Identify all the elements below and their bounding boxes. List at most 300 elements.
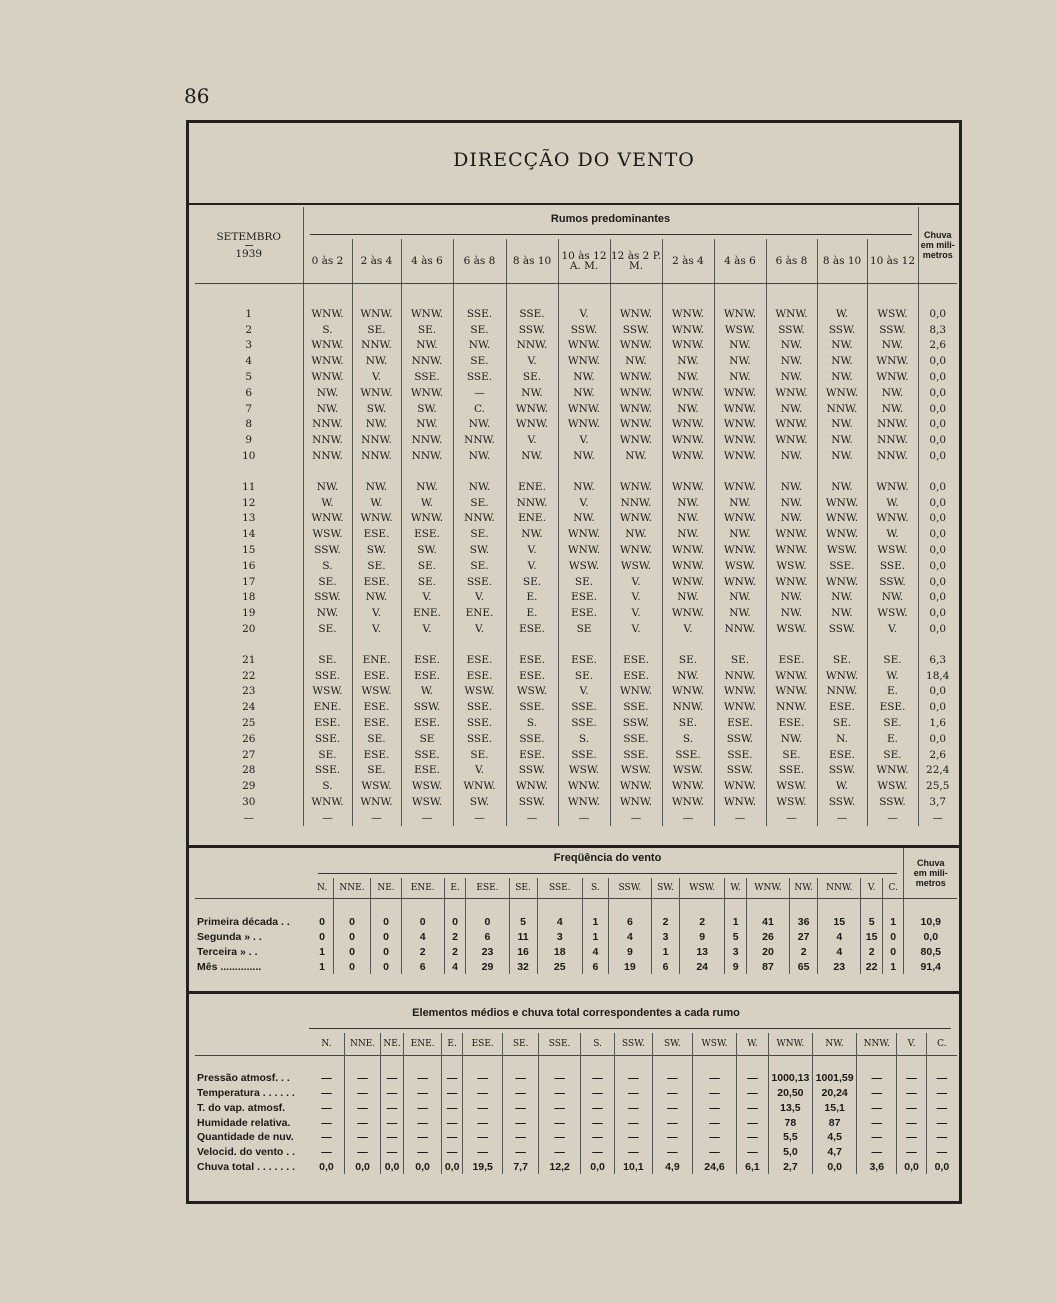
- element-cell: —: [652, 1071, 692, 1086]
- spacer-cell: [662, 284, 714, 307]
- direction-cell: NW.: [867, 401, 918, 417]
- direction-cell: NW.: [558, 385, 610, 401]
- direction-cell: NW.: [303, 385, 352, 401]
- direction-cell: SSW.: [867, 322, 918, 338]
- direction-cell: V.: [352, 369, 401, 385]
- element-cell: —: [897, 1086, 927, 1101]
- direction-cell: ESE.: [453, 652, 506, 668]
- direction-cell: SSE.: [303, 668, 352, 684]
- direction-column-header: V.: [861, 878, 883, 899]
- time-column-header: 10 às 12: [867, 239, 918, 284]
- direction-cell: WNW.: [401, 306, 453, 322]
- direction-cell: SSE.: [453, 715, 506, 731]
- direction-cell: NW.: [558, 511, 610, 527]
- direction-cell: WNW.: [610, 542, 662, 558]
- direction-column-header: ESE.: [463, 1033, 503, 1056]
- direction-cell: SE.: [303, 621, 352, 637]
- element-cell: 0,0: [813, 1160, 857, 1175]
- frequency-cell: 16: [509, 944, 537, 959]
- direction-cell: SE.: [558, 668, 610, 684]
- direction-cell: E.: [867, 731, 918, 747]
- element-cell: —: [309, 1071, 345, 1086]
- direction-cell: WSW.: [401, 778, 453, 794]
- table-row: [195, 448, 957, 464]
- direction-cell: WNW.: [662, 605, 714, 621]
- direction-cell: WNW.: [558, 417, 610, 433]
- direction-cell: WSW.: [453, 684, 506, 700]
- day-cell: 20: [195, 621, 303, 637]
- frequency-cell: 5: [861, 914, 883, 929]
- spacer-cell: [312, 899, 334, 915]
- element-cell: 5,0: [768, 1145, 812, 1160]
- element-cell: —: [614, 1130, 652, 1145]
- frequency-cell: 6: [582, 959, 608, 974]
- direction-cell: WSW.: [766, 778, 817, 794]
- direction-column-header: N.: [309, 1033, 345, 1056]
- element-cell: —: [614, 1100, 652, 1115]
- direction-cell: SSW.: [506, 763, 558, 779]
- day-cell: 15: [195, 542, 303, 558]
- direction-cell: WNW.: [714, 306, 766, 322]
- spacer-cell: [610, 464, 662, 479]
- element-cell: 12,2: [539, 1160, 581, 1175]
- table-row: [195, 959, 957, 974]
- frequency-title: Freqüência do vento: [553, 852, 662, 864]
- element-cell: —: [936, 1101, 948, 1114]
- direction-cell: WNW.: [303, 353, 352, 369]
- direction-cell: SSW.: [303, 590, 352, 606]
- direction-cell: WSW.: [766, 558, 817, 574]
- element-cell: —: [936, 1116, 948, 1129]
- direction-cell: ESE.: [401, 526, 453, 542]
- spacer-cell: [453, 284, 506, 307]
- wind-frequency-table: [195, 848, 957, 974]
- day-cell: 7: [195, 401, 303, 417]
- spacer-cell: [857, 1056, 897, 1071]
- spacer-cell: [333, 899, 371, 915]
- spacer-cell: [303, 464, 352, 479]
- element-cell: —: [539, 1086, 581, 1101]
- element-cell: —: [404, 1100, 442, 1115]
- direction-cell: WNW.: [662, 448, 714, 464]
- element-cell: —: [442, 1071, 463, 1086]
- element-cell: —: [936, 1131, 948, 1144]
- table-row: [195, 1160, 957, 1175]
- time-column-header: 6 às 8: [766, 239, 817, 284]
- day-cell: 28: [195, 763, 303, 779]
- frequency-cell: 0: [371, 944, 401, 959]
- direction-cell: NW.: [453, 338, 506, 354]
- direction-cell: WNW.: [352, 306, 401, 322]
- spacer-cell: [582, 899, 608, 915]
- direction-cell: WNW.: [714, 684, 766, 700]
- direction-cell: SSW.: [817, 621, 867, 637]
- direction-column-header: W.: [737, 1033, 769, 1056]
- title-divider: [189, 203, 959, 205]
- direction-cell: WNW.: [867, 763, 918, 779]
- time-column-header: 8 às 10: [817, 239, 867, 284]
- direction-cell: WNW.: [610, 385, 662, 401]
- direction-column-header: S.: [581, 1033, 615, 1056]
- direction-cell: WNW.: [558, 542, 610, 558]
- direction-cell: SE.: [453, 353, 506, 369]
- spacer-cell: [195, 637, 303, 652]
- direction-cell: NNW.: [506, 495, 558, 511]
- direction-cell: NW.: [817, 448, 867, 464]
- day-cell: 2: [195, 322, 303, 338]
- frequency-cell: 6: [608, 914, 651, 929]
- direction-cell: NNW.: [352, 432, 401, 448]
- table-row: [195, 914, 957, 929]
- direction-cell: SSW.: [610, 715, 662, 731]
- direction-cell: ESE.: [352, 574, 401, 590]
- direction-cell: W.: [303, 495, 352, 511]
- element-cell: —: [503, 1115, 539, 1130]
- row-label: Chuva total . . . . . . .: [197, 1160, 296, 1173]
- frequency-cell: 23: [466, 944, 509, 959]
- element-cell: —: [539, 1145, 581, 1160]
- direction-cell: SSE.: [558, 699, 610, 715]
- direction-cell: WNW.: [453, 778, 506, 794]
- direction-cell: WNW.: [506, 778, 558, 794]
- frequency-cell: 15: [818, 914, 861, 929]
- direction-cell: SE.: [867, 652, 918, 668]
- spacer-cell: [608, 899, 651, 915]
- element-cell: —: [581, 1115, 615, 1130]
- direction-column-header: WNW.: [768, 1033, 812, 1056]
- rain-cell: 0,0: [929, 591, 947, 604]
- table-row: [195, 747, 957, 763]
- spacer-cell: [352, 284, 401, 307]
- direction-cell: SE.: [817, 715, 867, 731]
- direction-cell: WNW.: [303, 794, 352, 810]
- rain-cell: 0,0: [929, 607, 947, 620]
- day-cell: 12: [195, 495, 303, 511]
- direction-cell: WNW.: [558, 794, 610, 810]
- direction-cell: WNW.: [714, 479, 766, 495]
- direction-cell: ESE.: [867, 699, 918, 715]
- direction-cell: WNW.: [662, 322, 714, 338]
- decade-spacer: [195, 637, 957, 652]
- spacer-cell: [509, 899, 537, 915]
- direction-cell: WSW.: [558, 558, 610, 574]
- spacer-cell: [309, 1056, 345, 1071]
- direction-cell: NNW.: [401, 448, 453, 464]
- direction-cell: WNW.: [766, 668, 817, 684]
- spacer-cell: [817, 464, 867, 479]
- spacer-cell: [401, 284, 453, 307]
- day-cell: 5: [195, 369, 303, 385]
- direction-column-header: ENE.: [404, 1033, 442, 1056]
- direction-cell: ESE.: [558, 605, 610, 621]
- year-label: 1939: [235, 247, 263, 260]
- day-cell: 8: [195, 417, 303, 433]
- direction-cell: SE.: [453, 526, 506, 542]
- direction-cell: NNW.: [714, 668, 766, 684]
- frequency-cell: 5: [725, 929, 747, 944]
- element-cell: 4,7: [813, 1145, 857, 1160]
- direction-cell: SE: [401, 731, 453, 747]
- day-cell: 9: [195, 432, 303, 448]
- frequency-cell: 2: [401, 944, 444, 959]
- direction-cell: NW.: [766, 338, 817, 354]
- direction-cell: NNW.: [506, 338, 558, 354]
- frequency-cell: 1: [582, 929, 608, 944]
- direction-cell: WNW.: [867, 511, 918, 527]
- element-cell: 0,0: [309, 1160, 345, 1175]
- frequency-cell: 0: [466, 914, 509, 929]
- prevailing-directions-table: [195, 207, 957, 826]
- direction-cell: WSW.: [714, 558, 766, 574]
- spacer-cell: [692, 1056, 736, 1071]
- frequency-cell: 9: [725, 959, 747, 974]
- direction-cell: S.: [303, 778, 352, 794]
- direction-cell: WNW.: [662, 385, 714, 401]
- direction-column-header: WSW.: [692, 1033, 736, 1056]
- direction-cell: —: [558, 810, 610, 826]
- direction-cell: WNW.: [352, 794, 401, 810]
- frequency-cell: 0: [882, 944, 904, 959]
- direction-cell: V.: [610, 621, 662, 637]
- spacer-cell: [897, 1056, 927, 1071]
- direction-cell: ENE.: [303, 699, 352, 715]
- element-cell: —: [503, 1145, 539, 1160]
- frequency-cell: 29: [466, 959, 509, 974]
- direction-column-header: NW.: [813, 1033, 857, 1056]
- direction-cell: NW.: [867, 590, 918, 606]
- direction-cell: ESE.: [817, 699, 867, 715]
- spacer-cell: [401, 899, 444, 915]
- frequency-cell: 25: [537, 959, 582, 974]
- rain-cell: 22,4: [926, 764, 950, 777]
- direction-cell: NW.: [352, 590, 401, 606]
- table-row: [195, 794, 957, 810]
- frequency-cell: 1: [725, 914, 747, 929]
- direction-cell: V.: [558, 306, 610, 322]
- direction-column-header: NE.: [371, 878, 401, 899]
- spacer-cell: [904, 899, 957, 915]
- table-row: [195, 1130, 957, 1145]
- day-cell: 19: [195, 605, 303, 621]
- rain-cell: 18,4: [926, 669, 950, 682]
- spacer-cell: [818, 899, 861, 915]
- rain-cell: 0,0: [929, 559, 947, 572]
- row-label-header: [195, 1033, 309, 1056]
- spacer-cell: [195, 1056, 309, 1071]
- direction-cell: V.: [506, 542, 558, 558]
- element-cell: —: [503, 1130, 539, 1145]
- day-cell: 27: [195, 747, 303, 763]
- time-column-header: 4 às 6: [401, 239, 453, 284]
- spacer-cell: [662, 464, 714, 479]
- direction-cell: WNW.: [610, 369, 662, 385]
- direction-cell: WNW.: [662, 542, 714, 558]
- time-column-header: 2 às 4: [662, 239, 714, 284]
- direction-cell: SSE.: [506, 699, 558, 715]
- element-cell: 0,0: [897, 1160, 927, 1175]
- table-row: [195, 763, 957, 779]
- direction-cell: SE.: [506, 369, 558, 385]
- element-cell: —: [614, 1071, 652, 1086]
- frequency-cell: 13: [680, 944, 725, 959]
- table-row: [195, 526, 957, 542]
- element-cell: —: [936, 1146, 948, 1159]
- spacer-cell: [861, 899, 883, 915]
- direction-cell: NW.: [352, 479, 401, 495]
- day-cell: 25: [195, 715, 303, 731]
- element-cell: 0,0: [442, 1160, 463, 1175]
- direction-cell: V.: [453, 590, 506, 606]
- table-row: [195, 558, 957, 574]
- direction-column-header: SE.: [503, 1033, 539, 1056]
- direction-cell: NW.: [766, 369, 817, 385]
- direction-cell: ESE.: [352, 699, 401, 715]
- direction-cell: WSW.: [867, 306, 918, 322]
- direction-cell: WNW.: [714, 432, 766, 448]
- direction-cell: NNW.: [303, 417, 352, 433]
- direction-cell: —: [453, 385, 506, 401]
- element-cell: —: [345, 1115, 381, 1130]
- element-cell: 0,0: [380, 1160, 403, 1175]
- direction-column-header: C.: [937, 1039, 947, 1049]
- element-cell: —: [503, 1100, 539, 1115]
- element-cell: 1000,13: [768, 1071, 812, 1086]
- mean-elements-table: [195, 1003, 957, 1174]
- spacer-cell: [539, 1056, 581, 1071]
- direction-cell: SE.: [453, 495, 506, 511]
- direction-column-header: SSE.: [539, 1033, 581, 1056]
- spacer-cell: [680, 899, 725, 915]
- frequency-cell: 11: [509, 929, 537, 944]
- element-cell: 20,24: [813, 1086, 857, 1101]
- direction-cell: NW.: [453, 448, 506, 464]
- direction-cell: NNW.: [867, 432, 918, 448]
- direction-cell: SSE.: [453, 369, 506, 385]
- table-row: [195, 542, 957, 558]
- direction-cell: NW.: [401, 417, 453, 433]
- element-cell: —: [614, 1145, 652, 1160]
- direction-cell: NW.: [817, 479, 867, 495]
- table-row: [195, 322, 957, 338]
- rain-cell: 0,0: [929, 402, 947, 415]
- day-cell: —: [195, 810, 303, 826]
- direction-cell: E.: [867, 684, 918, 700]
- direction-cell: WNW.: [714, 778, 766, 794]
- direction-cell: ESE.: [401, 715, 453, 731]
- direction-cell: NW.: [714, 590, 766, 606]
- spacer-cell: [766, 637, 817, 652]
- element-cell: —: [857, 1086, 897, 1101]
- direction-cell: W.: [867, 495, 918, 511]
- spacer-cell: [352, 637, 401, 652]
- element-cell: —: [692, 1130, 736, 1145]
- day-cell: 18: [195, 590, 303, 606]
- direction-cell: ENE.: [352, 652, 401, 668]
- day-cell: 30: [195, 794, 303, 810]
- direction-cell: V.: [352, 621, 401, 637]
- direction-cell: WNW.: [610, 401, 662, 417]
- element-cell: —: [345, 1071, 381, 1086]
- direction-cell: NNW.: [401, 353, 453, 369]
- table-row: [195, 668, 957, 684]
- rain-cell: —: [932, 811, 943, 824]
- direction-cell: SSW.: [714, 731, 766, 747]
- direction-cell: WNW.: [867, 479, 918, 495]
- direction-cell: SSW.: [506, 794, 558, 810]
- direction-cell: NW.: [714, 495, 766, 511]
- frequency-cell: 6: [651, 959, 679, 974]
- element-cell: —: [652, 1100, 692, 1115]
- table-row: [195, 385, 957, 401]
- table-row: [195, 1100, 957, 1115]
- direction-cell: SSE.: [610, 731, 662, 747]
- table-row: [195, 1115, 957, 1130]
- frequency-cell: 0: [333, 959, 371, 974]
- direction-cell: SSE.: [506, 306, 558, 322]
- day-cell: 10: [195, 448, 303, 464]
- spacer-cell: [714, 464, 766, 479]
- element-cell: —: [404, 1071, 442, 1086]
- spacer-cell: [714, 284, 766, 307]
- direction-column-header: ESE.: [466, 878, 509, 899]
- direction-cell: V.: [662, 621, 714, 637]
- frequency-cell: 1: [882, 914, 904, 929]
- direction-cell: WNW.: [766, 574, 817, 590]
- direction-cell: SE.: [352, 731, 401, 747]
- direction-cell: W.: [401, 684, 453, 700]
- direction-cell: WSW.: [610, 763, 662, 779]
- element-cell: —: [309, 1086, 345, 1101]
- direction-cell: WNW.: [714, 542, 766, 558]
- direction-column-header: E.: [444, 878, 466, 899]
- table-row: [195, 684, 957, 700]
- direction-cell: NNW.: [662, 699, 714, 715]
- spacer-cell: [918, 637, 957, 652]
- element-cell: —: [857, 1100, 897, 1115]
- direction-cell: WNW.: [303, 369, 352, 385]
- direction-cell: ESE.: [352, 747, 401, 763]
- direction-cell: N.: [817, 731, 867, 747]
- direction-cell: WSW.: [867, 778, 918, 794]
- direction-cell: NW.: [714, 526, 766, 542]
- table-row: [195, 810, 957, 826]
- spacer-row: [195, 1056, 957, 1071]
- direction-column-header: NW.: [790, 878, 818, 899]
- rain-cell: 2,6: [929, 748, 947, 761]
- frequency-cell: 4: [401, 929, 444, 944]
- element-cell: —: [442, 1100, 463, 1115]
- direction-cell: ENE.: [401, 605, 453, 621]
- spacer-cell: [867, 284, 918, 307]
- element-cell: —: [737, 1115, 769, 1130]
- direction-cell: SE.: [352, 763, 401, 779]
- frequency-brace: [318, 865, 898, 874]
- direction-cell: NW.: [610, 353, 662, 369]
- direction-cell: WNW.: [303, 306, 352, 322]
- direction-cell: NW.: [714, 605, 766, 621]
- rain-cell: 0,0: [929, 480, 947, 493]
- direction-cell: SW.: [401, 542, 453, 558]
- page-title: DIRECÇÃO DO VENTO: [453, 149, 695, 171]
- direction-cell: WNW.: [662, 306, 714, 322]
- direction-cell: WSW.: [766, 621, 817, 637]
- direction-cell: WNW.: [714, 448, 766, 464]
- direction-cell: WSW.: [303, 684, 352, 700]
- direction-cell: SSE.: [558, 747, 610, 763]
- direction-cell: W.: [817, 306, 867, 322]
- spacer-cell: [401, 637, 453, 652]
- frequency-cell: 18: [537, 944, 582, 959]
